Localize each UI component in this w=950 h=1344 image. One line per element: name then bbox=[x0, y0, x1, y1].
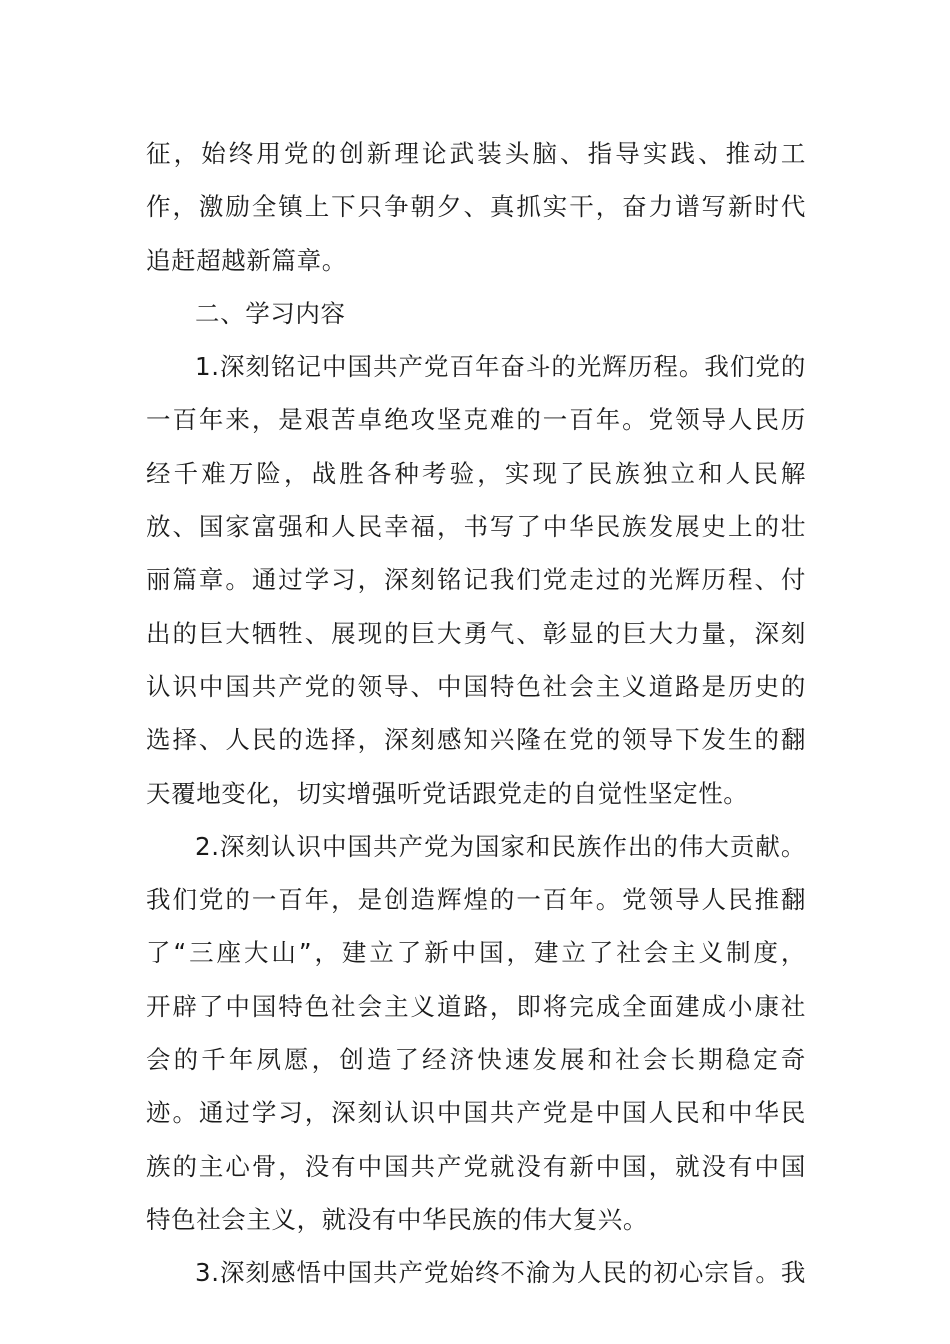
text-line: 族的主心骨，没有中国共产党就没有新中国，就没有中国 bbox=[146, 1151, 806, 1181]
document-body bbox=[146, 127, 806, 1300]
text-line: 追赶超越新篇章。 bbox=[146, 245, 347, 275]
text-line: 天覆地变化，切实增强听党话跟党走的自觉性坚定性。 bbox=[146, 778, 749, 808]
text-line: 迹。通过学习，深刻认识中国共产党是中国人民和中华民 bbox=[146, 1098, 806, 1128]
text-line: 出的巨大牺牲、展现的巨大勇气、彰显的巨大力量，深刻 bbox=[146, 618, 806, 648]
text-line: 征，始终用党的创新理论武装头脑、指导实践、推动工 bbox=[146, 139, 806, 168]
text-line: 认识中国共产党的领导、中国特色社会主义道路是历史的 bbox=[146, 671, 806, 701]
text-line: 特色社会主义，就没有中华民族的伟大复兴。 bbox=[146, 1204, 648, 1234]
text-line: 我们党的一百年，是创造辉煌的一百年。党领导人民推翻 bbox=[146, 885, 806, 915]
text-line: 丽篇章。通过学习，深刻铭记我们党走过的光辉历程、付 bbox=[146, 565, 806, 595]
text-line: 一百年来，是艰苦卓绝攻坚克难的一百年。党领导人民历 bbox=[146, 405, 806, 435]
text-line: 开辟了中国特色社会主义道路，即将完成全面建成小康社 bbox=[146, 991, 806, 1021]
paragraph-first-line: 二、学习内容 bbox=[195, 298, 346, 328]
paragraph-first-line: 1.深刻铭记中国共产党百年奋斗的光辉历程。我们党的 bbox=[195, 352, 806, 382]
text-line: 放、国家富强和人民幸福，书写了中华民族发展史上的壮 bbox=[146, 512, 806, 542]
paragraph-first-line: 2.深刻认识中国共产党为国家和民族作出的伟大贡献。 bbox=[195, 831, 806, 861]
paragraph-first-line: 3.深刻感悟中国共产党始终不渝为人民的初心宗旨。我 bbox=[195, 1258, 806, 1288]
text-line: 经千难万险，战胜各种考验，实现了民族独立和人民解 bbox=[146, 458, 806, 488]
text-line: 会的千年夙愿，创造了经济快速发展和社会长期稳定奇 bbox=[146, 1045, 806, 1075]
text-line: 了“三座大山”，建立了新中国，建立了社会主义制度， bbox=[146, 938, 806, 968]
text-line: 作，激励全镇上下只争朝夕、真抓实干，奋力谱写新时代 bbox=[146, 192, 806, 222]
text-line: 选择、人民的选择，深刻感知兴隆在党的领导下发生的翻 bbox=[146, 725, 806, 755]
